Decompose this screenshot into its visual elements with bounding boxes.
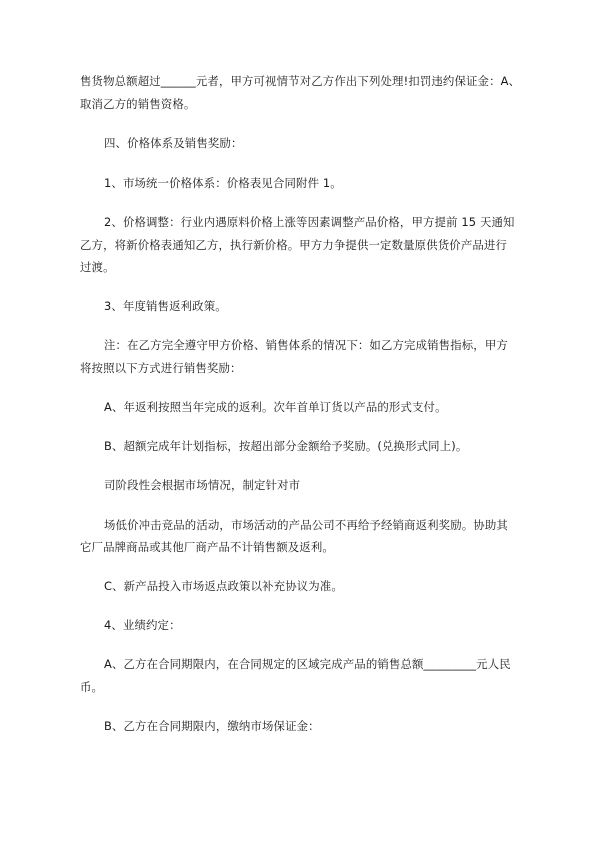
paragraph-line: 注：在乙方完全遵守甲方价格、销售体系的情况下：如乙方完成销售指标，甲方 xyxy=(104,338,508,352)
paragraph-line: 3、年度销售返利政策。 xyxy=(104,299,227,313)
paragraph-line: 场低价冲击竞品的活动，市场活动的产品公司不再给予经销商返利奖励。协助其 xyxy=(104,518,508,532)
paragraph-line: 过渡。 xyxy=(80,260,115,274)
paragraph-line: 乙方，将新价格表通知乙方，执行新价格。甲方力争提供一定数量原供货价产品进行 xyxy=(80,238,508,252)
paragraph-line: 1、市场统一价格体系：价格表见合同附件 1。 xyxy=(104,176,342,190)
paragraph-line: A、乙方在合同期限内，在合同规定的区域完成产品的销售总额_________元人民 xyxy=(104,657,511,671)
paragraph-line: B、乙方在合同期限内，缴纳市场保证金： xyxy=(104,719,320,733)
section-heading: 四、价格体系及销售奖励： xyxy=(104,136,243,150)
paragraph-line: 取消乙方的销售资格。 xyxy=(80,97,196,111)
paragraph-line: B、超额完成年计划指标，按超出部分金额给予奖励。(兑换形式同上)。 xyxy=(104,439,468,453)
paragraph-line: C、新产品投入市场返点政策以补充协议为准。 xyxy=(104,579,343,593)
paragraph-line: A、年返利按照当年完成的返利。次年首单订货以产品的形式支付。 xyxy=(104,400,447,414)
paragraph-line: 4、业绩约定： xyxy=(104,618,181,632)
paragraph-line: 币。 xyxy=(80,680,104,694)
paragraph-line: 2、价格调整：行业内遇原料价格上涨等因素调整产品价格，甲方提前 15 天通知 xyxy=(104,215,515,229)
paragraph-line: 它厂品牌商品或其他厂商产品不计销售额及返利。 xyxy=(80,540,334,554)
paragraph-line: 司阶段性会根据市场情况，制定针对市 xyxy=(104,478,301,492)
paragraph-line: 售货物总额超过______元者，甲方可视情节对乙方作出下列处理!扣罚违约保证金：A、 xyxy=(80,74,521,88)
paragraph-line: 将按照以下方式进行销售奖励： xyxy=(80,361,242,375)
